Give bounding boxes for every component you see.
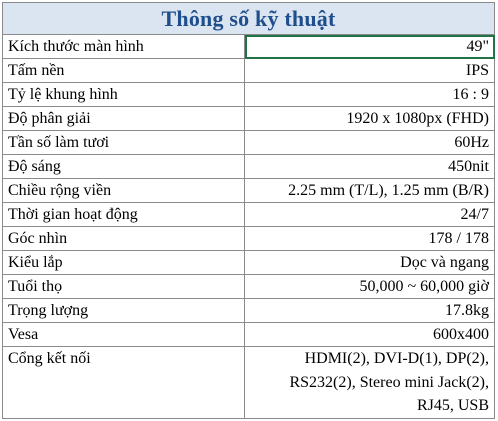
value-cell[interactable]: IPS — [245, 59, 495, 83]
page-title: Thông số kỹ thuật — [161, 5, 336, 31]
value-cell[interactable]: 600x400 — [245, 323, 495, 347]
table-row — [3, 227, 495, 251]
ports-line: HDMI(2), DVI-D(1), DP(2), — [304, 350, 489, 367]
label-cell[interactable]: Độ sáng — [3, 155, 245, 179]
value-cell[interactable]: 24/7 — [245, 203, 495, 227]
label-cell[interactable]: Trọng lượng — [3, 299, 245, 323]
table-row — [3, 275, 495, 299]
value-cell[interactable]: Dọc và ngang — [245, 251, 495, 275]
table-row — [3, 35, 495, 59]
table-row-ports — [3, 347, 495, 419]
label-cell[interactable]: Tỷ lệ khung hình — [3, 83, 245, 107]
value-cell[interactable]: 60Hz — [245, 131, 495, 155]
table-row — [3, 131, 495, 155]
value-cell[interactable]: 1920 x 1080px (FHD) — [245, 107, 495, 131]
label-cell[interactable]: Cổng kết nối — [3, 347, 245, 419]
table-row — [3, 179, 495, 203]
table-row — [3, 107, 495, 131]
value-cell[interactable]: 178 / 178 — [245, 227, 495, 251]
label-cell[interactable]: Độ phân giải — [3, 107, 245, 131]
label-cell[interactable]: Chiều rộng viền — [3, 179, 245, 203]
title-cell[interactable] — [2, 2, 495, 35]
ports-line: RS232(2), Stereo mini Jack(2), — [289, 373, 489, 391]
spec-sheet — [2, 2, 495, 420]
label-cell[interactable]: Tần số làm tươi — [3, 131, 245, 155]
table-row — [3, 251, 495, 275]
value-cell[interactable]: 16 : 9 — [245, 83, 495, 107]
table-row — [3, 83, 495, 107]
table-row — [3, 323, 495, 347]
label-cell[interactable]: Tuổi thọ — [3, 275, 245, 299]
spec-table — [2, 35, 495, 419]
ports-line: RJ45, USB — [416, 397, 489, 415]
value-cell[interactable]: 450nit — [245, 155, 495, 179]
table-row — [3, 155, 495, 179]
value-cell[interactable]: 50,000 ~ 60,000 giờ — [245, 275, 495, 299]
label-cell[interactable]: Tấm nền — [3, 59, 245, 83]
value-cell-selected[interactable]: 49" — [245, 35, 495, 59]
table-row — [3, 203, 495, 227]
label-cell[interactable]: Vesa — [3, 323, 245, 347]
value-cell[interactable]: 17.8kg — [245, 299, 495, 323]
label-cell[interactable]: Kích thước màn hình — [3, 35, 245, 59]
ports-value-cell[interactable] — [245, 347, 495, 419]
value-cell[interactable]: 2.25 mm (T/L), 1.25 mm (B/R) — [245, 179, 495, 203]
table-row — [3, 59, 495, 83]
label-cell[interactable]: Góc nhìn — [3, 227, 245, 251]
table-row — [3, 299, 495, 323]
label-cell[interactable]: Thời gian hoạt động — [3, 203, 245, 227]
label-cell[interactable]: Kiểu lắp — [3, 251, 245, 275]
